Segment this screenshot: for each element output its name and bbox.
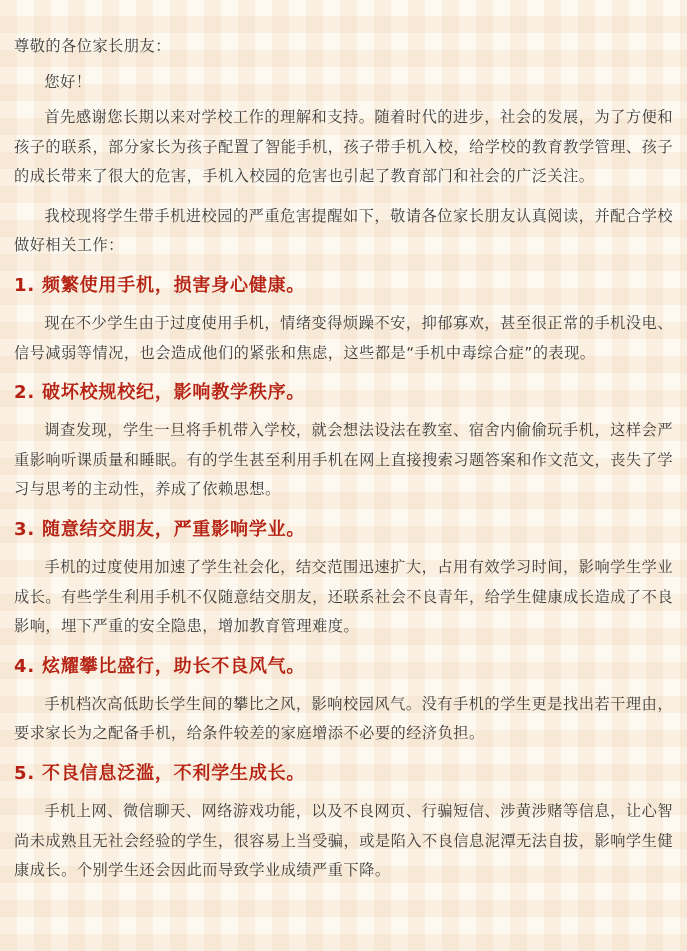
section-body-1: 现在不少学生由于过度使用手机，情绪变得烦躁不安，抑郁寡欢，甚至很正常的手机没电、信号减弱等情况，也会造成他们的紧张和焦虑，这些都是“手机中毒综合症”的表现。 [14, 313, 673, 362]
section-heading-5: 5. 不良信息泛滥，不利学生成长。 [14, 762, 306, 784]
section-heading-1: 1. 频繁使用手机，损害身心健康。 [14, 274, 306, 296]
salutation: 尊敬的各位家长朋友： [14, 37, 171, 55]
section-body-2: 调查发现，学生一旦将手机带入学校，就会想法设法在教室、宿舍内偷偷玩手机，这样会严重影响听课质量和睡眠。有的学生甚至利用手机在网上直接搜索习题答案和作文范文，丧失了学习与思考的主动性，养成了依赖思想。 [14, 421, 673, 499]
section-heading-3: 3. 随意结交朋友，严重影响学业。 [14, 518, 306, 540]
section-body-4: 手机档次高低助长学生间的攀比之风，影响校园风气。没有手机的学生更是找出若干理由，要求家长为之配备手机，给条件较差的家庭增添不必要的经济负担。 [14, 694, 673, 743]
intro-paragraph-1: 首先感谢您长期以来对学校工作的理解和支持。随着时代的进步，社会的发展，为了方便和孩子的联系，部分家长为孩子配置了智能手机，孩子带手机入校，给学校的教育教学管理、孩子的成长带来了很大的危害，手机入校园的危害也引起了教育部门和社会的广泛关注。 [14, 108, 673, 186]
section-heading-2: 2. 破坏校规校纪，影响教学秩序。 [14, 382, 306, 404]
section-heading-4: 4. 炫耀攀比盛行，助长不良风气。 [14, 655, 306, 677]
section-body-5: 手机上网、微信聊天、网络游戏功能，以及不良网页、行骗短信、涉黄涉赌等信息，让心智尚未成熟且无社会经验的学生，很容易上当受骗，或是陷入不良信息泥潭无法自拔，影响学生健康成长。个别学生还会因此而导致学业成绩严重下降。 [14, 801, 673, 880]
greeting: 您好！ [44, 73, 92, 91]
section-body-3: 手机的过度使用加速了学生社会化，结交范围迅速扩大，占用有效学习时间，影响学生学业成长。有些学生利用手机不仅随意结交朋友，还联系社会不良青年，给学生健康成长造成了不良影响，埋下严重的安全隐患，增加教育管理难度。 [14, 557, 673, 636]
intro-paragraph-2: 我校现将学生带手机进校园的严重危害提醒如下，敬请各位家长朋友认真阅读，并配合学校做好相关工作： [14, 206, 673, 255]
